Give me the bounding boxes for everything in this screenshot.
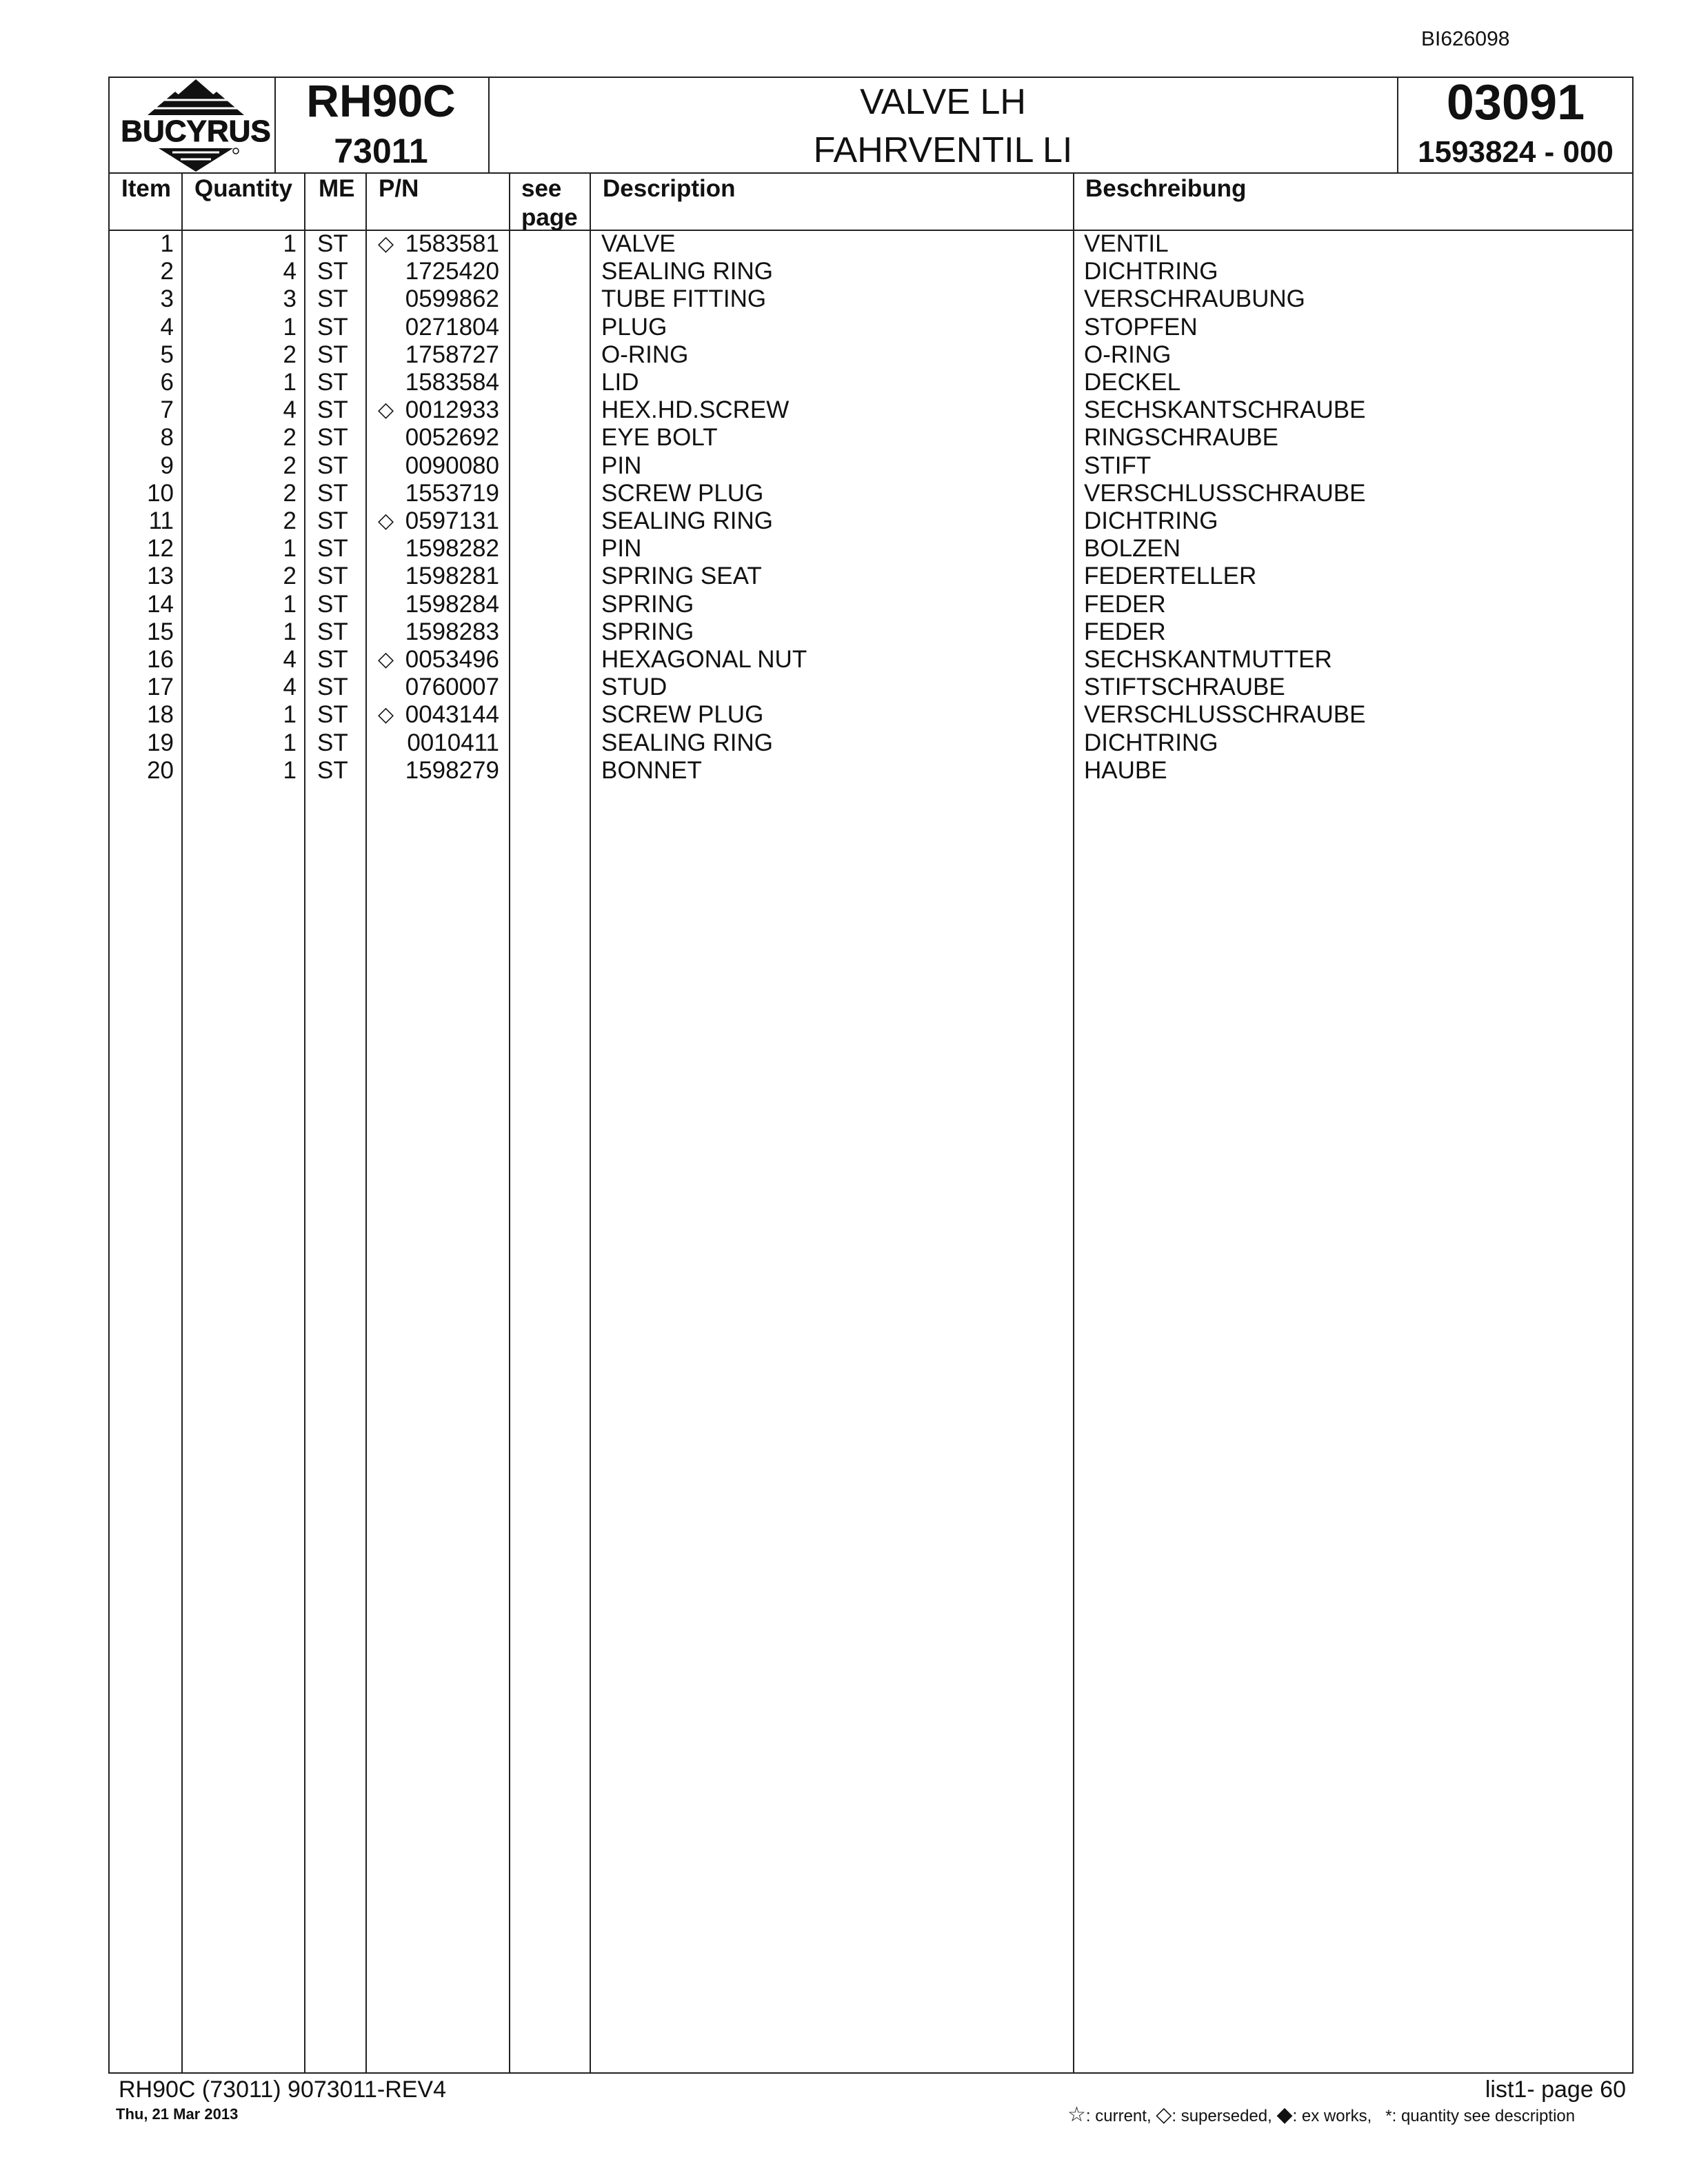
machine-code: 73011 bbox=[334, 132, 428, 170]
item-number: 6 bbox=[160, 369, 174, 396]
unit-of-measure: ST bbox=[317, 396, 348, 424]
description: EYE BOLT bbox=[601, 424, 718, 452]
superseded-diamond-icon: ◇ bbox=[378, 232, 394, 255]
footer-date: Thu, 21 Mar 2013 bbox=[116, 2105, 239, 2123]
column-separator bbox=[1073, 172, 1074, 2074]
quantity: 1 bbox=[283, 756, 297, 784]
beschreibung: VERSCHRAUBUNG bbox=[1084, 285, 1305, 313]
unit-of-measure: ST bbox=[317, 341, 348, 368]
bucyrus-logo bbox=[117, 79, 274, 172]
beschreibung: FEDER bbox=[1084, 618, 1166, 645]
description: SPRING bbox=[601, 618, 694, 645]
description: HEX.HD.SCREW bbox=[601, 396, 790, 424]
item-number: 11 bbox=[148, 507, 174, 534]
item-number: 3 bbox=[160, 285, 174, 313]
superseded-diamond-icon: ◇ bbox=[378, 648, 394, 671]
quantity: 2 bbox=[283, 341, 297, 368]
beschreibung: STIFTSCHRAUBE bbox=[1084, 674, 1285, 701]
item-number: 10 bbox=[147, 479, 174, 507]
quantity: 2 bbox=[283, 479, 297, 507]
footer-page-number: list1- page 60 bbox=[1485, 2076, 1626, 2103]
part-number: 0760007 bbox=[405, 674, 499, 701]
beschreibung: BOLZEN bbox=[1084, 535, 1181, 563]
quantity: 2 bbox=[283, 507, 297, 534]
group-number: 03091 bbox=[1446, 75, 1585, 130]
part-number: 1553719 bbox=[405, 479, 499, 507]
item-number: 20 bbox=[147, 756, 174, 784]
item-number: 19 bbox=[147, 729, 174, 756]
item-number: 15 bbox=[147, 618, 174, 645]
unit-of-measure: ST bbox=[317, 618, 348, 645]
assembly-title-english: VALVE LH bbox=[860, 82, 1026, 122]
description: BONNET bbox=[601, 756, 702, 784]
item-number: 16 bbox=[147, 646, 174, 673]
unit-of-measure: ST bbox=[317, 756, 348, 784]
part-number: 1583581 bbox=[405, 230, 499, 257]
quantity: 1 bbox=[283, 313, 297, 341]
unit-of-measure: ST bbox=[317, 701, 348, 729]
beschreibung: FEDERTELLER bbox=[1084, 563, 1257, 590]
part-number: 0271804 bbox=[405, 313, 499, 341]
description: LID bbox=[601, 369, 639, 396]
unit-of-measure: ST bbox=[317, 590, 348, 618]
part-number: 0012933 bbox=[405, 396, 499, 424]
superseded-diamond-icon: ◇ bbox=[378, 398, 394, 422]
quantity: 1 bbox=[283, 590, 297, 618]
svg-text:BUCYRUS: BUCYRUS bbox=[121, 114, 271, 148]
part-number: 1583584 bbox=[405, 369, 499, 396]
part-number: 1598283 bbox=[405, 618, 499, 645]
superseded-diamond-icon: ◇ bbox=[378, 509, 394, 532]
unit-of-measure: ST bbox=[317, 646, 348, 673]
beschreibung: FEDER bbox=[1084, 590, 1166, 618]
unit-of-measure: ST bbox=[317, 258, 348, 285]
quantity: 4 bbox=[283, 674, 297, 701]
item-number: 2 bbox=[160, 258, 174, 285]
item-number: 4 bbox=[160, 313, 174, 341]
beschreibung: DICHTRING bbox=[1084, 507, 1218, 534]
beschreibung: STIFT bbox=[1084, 452, 1152, 479]
item-number: 1 bbox=[160, 230, 174, 257]
beschreibung: DICHTRING bbox=[1084, 258, 1218, 285]
ex-works-diamond-icon: ◆ bbox=[1276, 2103, 1293, 2126]
description: PIN bbox=[601, 535, 642, 563]
unit-of-measure: ST bbox=[317, 535, 348, 563]
part-number: 1725420 bbox=[405, 258, 499, 285]
column-header-me: ME bbox=[319, 175, 355, 202]
unit-of-measure: ST bbox=[317, 479, 348, 507]
symbol-legend bbox=[1067, 2103, 1575, 2127]
machine-model: RH90C bbox=[306, 75, 456, 126]
column-separator bbox=[590, 172, 591, 2074]
item-number: 17 bbox=[147, 674, 174, 701]
item-number: 8 bbox=[160, 424, 174, 452]
unit-of-measure: ST bbox=[317, 424, 348, 452]
beschreibung: VERSCHLUSSCHRAUBE bbox=[1084, 479, 1366, 507]
part-number: 0043144 bbox=[405, 701, 499, 729]
item-number: 18 bbox=[147, 701, 174, 729]
quantity: 2 bbox=[283, 452, 297, 479]
quantity: 1 bbox=[283, 618, 297, 645]
superseded-diamond-icon: ◇ bbox=[1156, 2103, 1172, 2126]
unit-of-measure: ST bbox=[317, 285, 348, 313]
quantity-asterisk-icon: * bbox=[1385, 2107, 1392, 2125]
description: SEALING RING bbox=[601, 507, 773, 534]
description: STUD bbox=[601, 674, 667, 701]
description: SPRING SEAT bbox=[601, 563, 762, 590]
part-number: 0090080 bbox=[405, 452, 499, 479]
beschreibung: O-RING bbox=[1084, 341, 1172, 368]
legend-current-label: : current, bbox=[1085, 2107, 1152, 2125]
column-header-see: see bbox=[521, 175, 562, 202]
beschreibung: HAUBE bbox=[1084, 756, 1167, 784]
legend-exworks-label: : ex works, bbox=[1292, 2107, 1372, 2125]
column-separator bbox=[365, 172, 367, 2074]
beschreibung: VENTIL bbox=[1084, 230, 1169, 257]
part-number: 0010411 bbox=[407, 729, 499, 756]
description: SEALING RING bbox=[601, 258, 773, 285]
beschreibung: DECKEL bbox=[1084, 369, 1181, 396]
part-number: 0052692 bbox=[405, 424, 499, 452]
description: SPRING bbox=[601, 590, 694, 618]
unit-of-measure: ST bbox=[317, 452, 348, 479]
part-number: 1598279 bbox=[405, 756, 499, 784]
quantity: 2 bbox=[283, 563, 297, 590]
part-number: 1598282 bbox=[405, 535, 499, 563]
column-header-page: page bbox=[521, 204, 578, 231]
part-number: 0053496 bbox=[405, 646, 499, 673]
group-sub-number: 1593824 - 000 bbox=[1418, 135, 1614, 169]
quantity: 1 bbox=[283, 369, 297, 396]
quantity: 3 bbox=[283, 285, 297, 313]
header-divider bbox=[108, 172, 1634, 174]
description: SCREW PLUG bbox=[601, 479, 764, 507]
part-number: 1598284 bbox=[405, 590, 499, 618]
description: VALVE bbox=[601, 230, 676, 257]
beschreibung: RINGSCHRAUBE bbox=[1084, 424, 1278, 452]
unit-of-measure: ST bbox=[317, 313, 348, 341]
item-number: 9 bbox=[160, 452, 174, 479]
unit-of-measure: ST bbox=[317, 369, 348, 396]
quantity: 1 bbox=[283, 701, 297, 729]
current-star-icon: ☆ bbox=[1067, 2103, 1086, 2126]
beschreibung: SECHSKANTSCHRAUBE bbox=[1084, 396, 1366, 424]
unit-of-measure: ST bbox=[317, 563, 348, 590]
legend-quantity-label: : quantity see description bbox=[1391, 2107, 1576, 2125]
part-number: 1758727 bbox=[405, 341, 499, 368]
superseded-diamond-icon: ◇ bbox=[378, 703, 394, 727]
beschreibung: STOPFEN bbox=[1084, 313, 1198, 341]
column-header-pn: P/N bbox=[379, 175, 419, 202]
unit-of-measure: ST bbox=[317, 507, 348, 534]
column-header-quantity: Quantity bbox=[194, 175, 292, 202]
document-id: BI626098 bbox=[1421, 28, 1510, 50]
description: HEXAGONAL NUT bbox=[601, 646, 807, 673]
beschreibung: DICHTRING bbox=[1084, 729, 1218, 756]
item-number: 5 bbox=[160, 341, 174, 368]
quantity: 4 bbox=[283, 646, 297, 673]
unit-of-measure: ST bbox=[317, 729, 348, 756]
part-number: 0597131 bbox=[405, 507, 499, 534]
quantity: 1 bbox=[283, 729, 297, 756]
beschreibung: VERSCHLUSSCHRAUBE bbox=[1084, 701, 1366, 729]
legend-superseded-label: : superseded, bbox=[1172, 2107, 1272, 2125]
description: O-RING bbox=[601, 341, 689, 368]
quantity: 1 bbox=[283, 230, 297, 257]
column-separator bbox=[509, 172, 510, 2074]
column-header-description: Description bbox=[603, 175, 736, 202]
quantity: 4 bbox=[283, 258, 297, 285]
footer-document-ref: RH90C (73011) 9073011-REV4 bbox=[119, 2076, 447, 2103]
item-number: 13 bbox=[147, 563, 174, 590]
description: PIN bbox=[601, 452, 642, 479]
column-header-item: Item bbox=[121, 175, 171, 202]
column-separator bbox=[304, 172, 305, 2074]
assembly-title-german: FAHRVENTIL LI bbox=[813, 130, 1073, 170]
quantity: 2 bbox=[283, 424, 297, 452]
unit-of-measure: ST bbox=[317, 674, 348, 701]
description: SCREW PLUG bbox=[601, 701, 764, 729]
quantity: 1 bbox=[283, 535, 297, 563]
description: SEALING RING bbox=[601, 729, 773, 756]
part-number: 0599862 bbox=[405, 285, 499, 313]
description: PLUG bbox=[601, 313, 667, 341]
item-number: 7 bbox=[160, 396, 174, 424]
quantity: 4 bbox=[283, 396, 297, 424]
column-separator bbox=[181, 172, 183, 2074]
description: TUBE FITTING bbox=[601, 285, 767, 313]
part-number: 1598281 bbox=[405, 563, 499, 590]
item-number: 12 bbox=[147, 535, 174, 563]
item-number: 14 bbox=[147, 590, 174, 618]
column-header-beschreibung: Beschreibung bbox=[1085, 175, 1247, 202]
beschreibung: SECHSKANTMUTTER bbox=[1084, 646, 1332, 673]
unit-of-measure: ST bbox=[317, 230, 348, 257]
